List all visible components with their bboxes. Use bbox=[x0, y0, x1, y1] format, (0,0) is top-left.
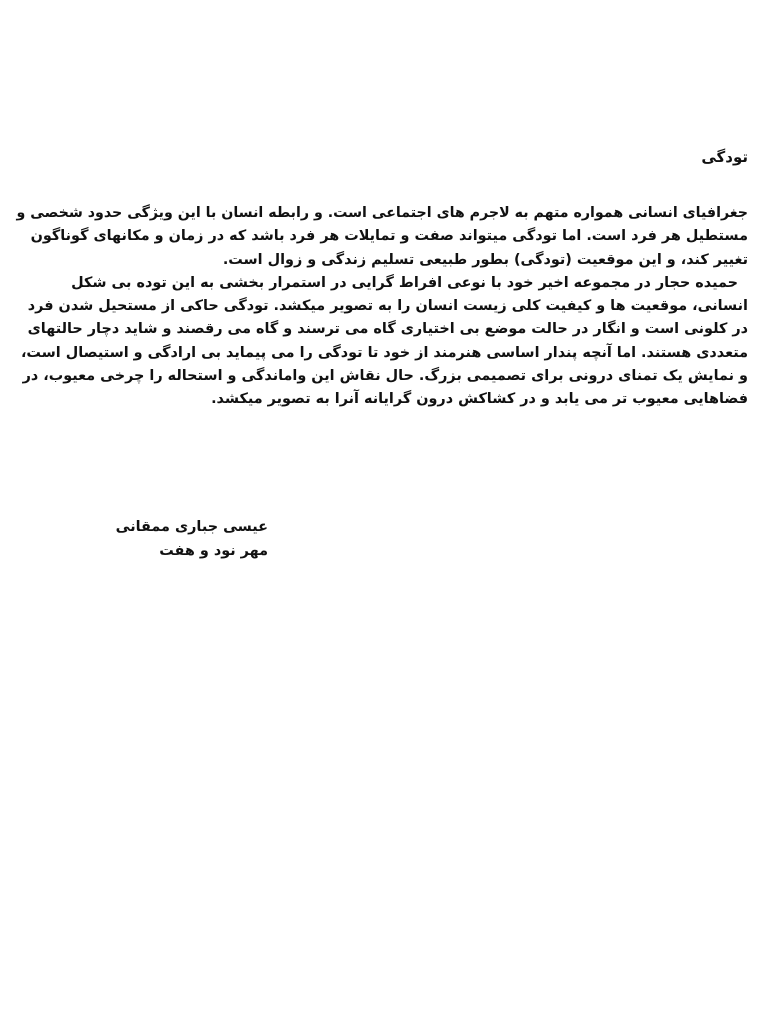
document-body bbox=[13, 202, 748, 412]
signature-date: مهر نود و هفت bbox=[159, 543, 268, 559]
body-line-9: فضاهایی معیوب تر می یابد و در کشاکش درون گرایانه آنرا به تصویر میکشد. bbox=[211, 391, 748, 408]
body-line-4: حمیده حجار در مجموعه اخیر خود با نوعی افراط گرایی در استمرار بخشی به این توده بی شکل bbox=[71, 274, 738, 291]
body-line-7: متعددی هستند. اما آنچه پندار اساسی هنرمند از خود تا تودگی را می پیماید بی ارادگی و استیصال است، bbox=[20, 344, 748, 361]
body-line-1: جغرافیای انسانی همواره متهم به لاجرم های اجتماعی است. و رابطه انسان با این ویژگی حدود شخصی و bbox=[16, 205, 748, 221]
signature-name: عیسی جباری ممقانی bbox=[115, 519, 268, 535]
document-title: تودگی bbox=[701, 148, 748, 166]
body-line-8: و نمایش یک تمنای درونی برای تصمیمی بزرگ. حال نقاش این واماندگی و استحاله را چرخی معیوب، در bbox=[22, 368, 748, 385]
body-line-5: انسانی، موقعیت ها و کیفیت کلی زیست انسان را به تصویر میکشد. تودگی حاکی از مستحیل شدن فرد bbox=[27, 298, 748, 315]
body-line-3: تغییر کند، و این موقعیت (تودگی) بطور طبیعی تسلیم زندگی و زوال است. bbox=[222, 251, 748, 268]
body-line-2: مستطیل هر فرد است. اما تودگی میتواند صفت و تمایلات هر فرد باشد که در زمان و مکانهای گوناگون bbox=[30, 228, 748, 245]
body-line-6: در کلونی است و انگار در حالت موضع بی اختیاری گاه می ترسند و گاه می رقصند و شاید دچار حالتهای bbox=[27, 321, 748, 338]
signature-block bbox=[116, 515, 268, 563]
